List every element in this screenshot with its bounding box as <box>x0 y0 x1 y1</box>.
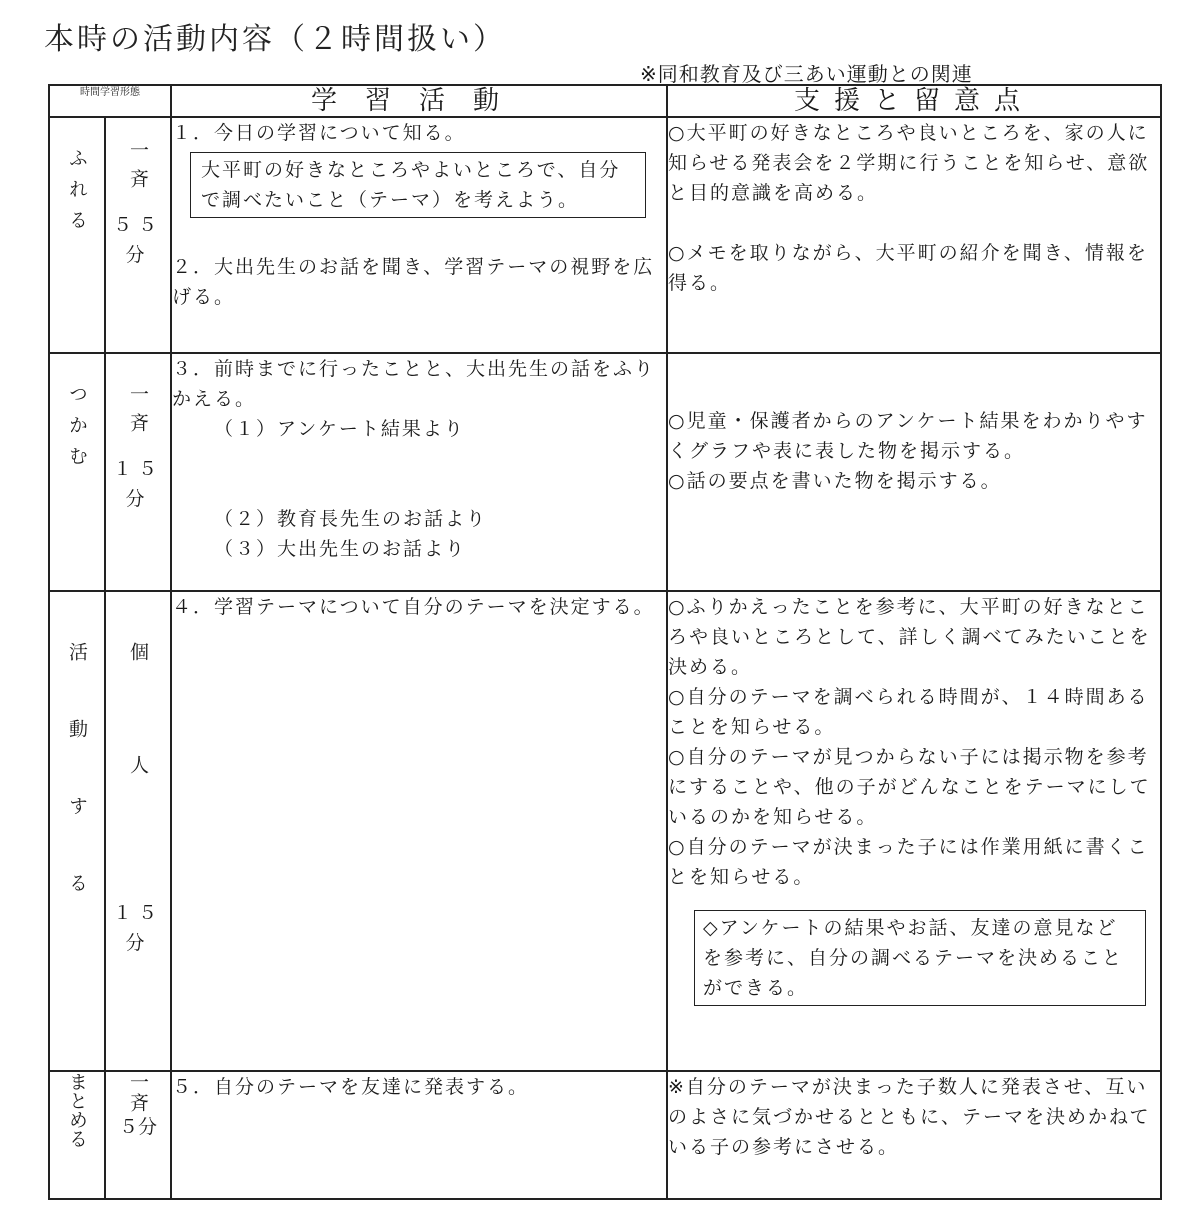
activity-subitem: （２）教育長先生のお話より <box>214 508 488 530</box>
header-support: 支援と留意点 <box>667 85 1161 117</box>
support-item: ※自分のテーマが決まった子数人に発表させ、互いのよさに気づかせるとともに、テーマを決めかねている子の参考にさせる。 <box>668 1076 1151 1158</box>
activities-cell <box>171 353 667 591</box>
support-cell <box>667 353 1161 591</box>
support-cell <box>667 591 1161 1071</box>
lesson-theme-box: 大平町の好きなところやよいところで、自分で調べたいこと（テーマ）を考えよう。 <box>190 152 646 218</box>
stage-label: まとめる <box>66 1072 88 1148</box>
stage-label: つかむ <box>66 384 88 477</box>
table-row-tsukamu <box>49 353 1161 591</box>
activities-cell <box>171 117 667 353</box>
activity-item: ３．前時までに行ったことと、大出先生の話をふりかえる。 <box>172 358 656 410</box>
support-item: ○ふりかえったことを参考に、大平町の好きなところや良いところとして、詳しく調べてみたいことを決める。 <box>668 596 1151 678</box>
activities-cell <box>171 1071 667 1199</box>
form-label: 一斉 <box>127 384 149 442</box>
table-row-matomeru <box>49 1071 1161 1199</box>
activity-item: ２．大出先生のお話を聞き、学習テーマの視野を広げる。 <box>172 256 655 308</box>
time-label: ５５分 <box>112 214 163 266</box>
stage-label: ふれる <box>66 148 88 241</box>
table-header-row <box>49 85 1161 117</box>
support-item: ○話の要点を書いた物を掲示する。 <box>668 470 1002 492</box>
activity-subitem: （３）大出先生のお話より <box>214 538 467 560</box>
form-label: 一斉 <box>127 140 149 198</box>
activity-subitem: （１）アンケート結果より <box>214 418 465 440</box>
support-item: ○自分のテーマを調べられる時間が、１４時間あることを知らせる。 <box>668 686 1149 738</box>
stage-label: 活動する <box>66 642 88 950</box>
table-row-fureru <box>49 117 1161 353</box>
activity-item: １．今日の学習について知る。 <box>172 122 466 144</box>
form-label: 一斉 <box>127 1072 149 1114</box>
activity-item: ５．自分のテーマを友達に発表する。 <box>172 1076 530 1098</box>
support-item: ○大平町の好きなところや良いところを、家の人に知らせる発表会を２学期に行うことを知らせ、意欲と目的意識を高める。 <box>668 122 1150 204</box>
support-cell <box>667 117 1161 353</box>
relation-note: ※同和教育及び三あい運動との関連 <box>640 62 973 86</box>
evaluation-box: ◇アンケートの結果やお話、友達の意見などを参考に、自分の調べるテーマを決めることができる。 <box>694 910 1146 1006</box>
form-label: 個人 <box>127 642 149 868</box>
support-item: ○児童・保護者からのアンケート結果をわかりやすくグラフや表に表した物を掲示する。 <box>668 410 1148 462</box>
time-label: ５分 <box>118 1116 157 1138</box>
header-activities: 学習活動 <box>171 85 667 117</box>
support-cell <box>667 1071 1161 1199</box>
page-title: 本時の活動内容（２時間扱い） <box>44 22 506 57</box>
table-row-katsudo <box>49 591 1161 1071</box>
time-label: １５分 <box>112 902 163 954</box>
activity-item: ４．学習テーマについて自分のテーマを決定する。 <box>172 596 655 618</box>
activities-cell <box>171 591 667 1071</box>
support-item: ○メモを取りながら、大平町の紹介を聞き、情報を得る。 <box>668 242 1148 294</box>
lesson-plan-table <box>48 84 1162 1200</box>
header-stage-form: 時間学習形態 <box>49 85 171 117</box>
support-item: ○自分のテーマが決まった子には作業用紙に書くことを知らせる。 <box>668 836 1149 888</box>
time-label: １５分 <box>112 458 163 510</box>
support-item: ○自分のテーマが見つからない子には掲示物を参考にすることや、他の子がどんなことをテーマにしているのかを知らせる。 <box>668 746 1151 828</box>
